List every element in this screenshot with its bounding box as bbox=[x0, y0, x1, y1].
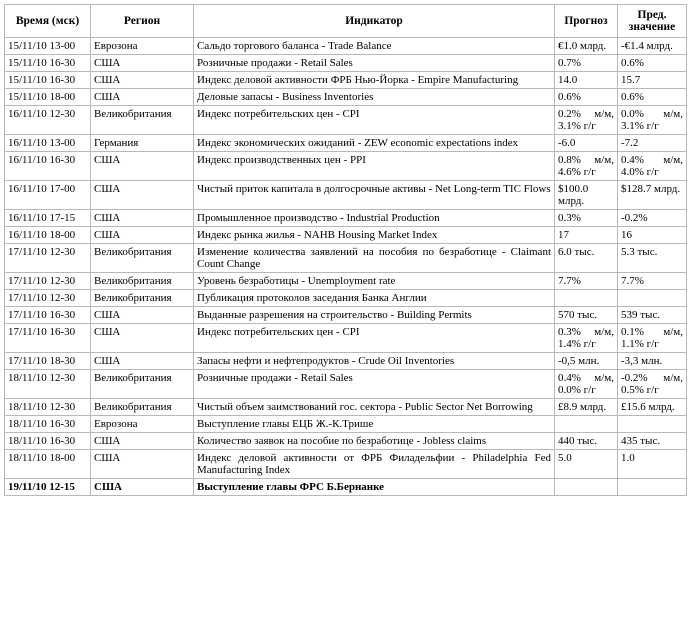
header-time: Время (мск) bbox=[5, 5, 91, 38]
cell-region: Великобритания bbox=[91, 290, 194, 307]
cell-previous: 435 тыс. bbox=[618, 433, 687, 450]
cell-indicator: Индекс рынка жилья - NAHB Housing Market Index bbox=[194, 227, 555, 244]
cell-time: 16/11/10 17-15 bbox=[5, 210, 91, 227]
cell-time: 15/11/10 18-00 bbox=[5, 89, 91, 106]
cell-previous: 1.0 bbox=[618, 450, 687, 479]
table-row bbox=[5, 399, 687, 416]
cell-forecast: 17 bbox=[555, 227, 618, 244]
cell-indicator: Выданные разрешения на строительство - Building Permits bbox=[194, 307, 555, 324]
cell-time: 16/11/10 13-00 bbox=[5, 135, 91, 152]
cell-indicator: Розничные продажи - Retail Sales bbox=[194, 55, 555, 72]
cell-region: Германия bbox=[91, 135, 194, 152]
cell-region: США bbox=[91, 307, 194, 324]
table-row bbox=[5, 135, 687, 152]
cell-time: 17/11/10 18-30 bbox=[5, 353, 91, 370]
cell-forecast: -0,5 млн. bbox=[555, 353, 618, 370]
table-row bbox=[5, 370, 687, 399]
cell-time: 18/11/10 18-00 bbox=[5, 450, 91, 479]
cell-previous: £15.6 млрд. bbox=[618, 399, 687, 416]
header-row bbox=[5, 5, 687, 38]
cell-time: 18/11/10 12-30 bbox=[5, 370, 91, 399]
table-row bbox=[5, 181, 687, 210]
cell-time: 16/11/10 12-30 bbox=[5, 106, 91, 135]
cell-previous: 0.6% bbox=[618, 55, 687, 72]
table-body bbox=[5, 38, 687, 496]
cell-time: 19/11/10 12-15 bbox=[5, 479, 91, 496]
cell-region: США bbox=[91, 55, 194, 72]
table-row bbox=[5, 227, 687, 244]
cell-previous: 0.1% м/м, 1.1% г/г bbox=[618, 324, 687, 353]
table-row bbox=[5, 72, 687, 89]
cell-region: США bbox=[91, 89, 194, 106]
cell-forecast: £8.9 млрд. bbox=[555, 399, 618, 416]
table-row bbox=[5, 307, 687, 324]
cell-time: 17/11/10 12-30 bbox=[5, 244, 91, 273]
cell-previous: 0.0% м/м, 3.1% г/г bbox=[618, 106, 687, 135]
cell-region: Великобритания bbox=[91, 244, 194, 273]
cell-forecast: -6.0 bbox=[555, 135, 618, 152]
header-previous: Пред. значение bbox=[618, 5, 687, 38]
cell-time: 18/11/10 16-30 bbox=[5, 416, 91, 433]
cell-time: 15/11/10 13-00 bbox=[5, 38, 91, 55]
cell-region: Великобритания bbox=[91, 370, 194, 399]
table-row bbox=[5, 290, 687, 307]
cell-region: США bbox=[91, 353, 194, 370]
cell-indicator: Индекс деловой активности от ФРБ Филадельфии - Philadelphia Fed Manufacturing Index bbox=[194, 450, 555, 479]
cell-region: США bbox=[91, 72, 194, 89]
cell-indicator: Сальдо торгового баланса - Trade Balance bbox=[194, 38, 555, 55]
cell-forecast bbox=[555, 290, 618, 307]
cell-previous bbox=[618, 416, 687, 433]
cell-time: 17/11/10 16-30 bbox=[5, 307, 91, 324]
cell-previous: 15.7 bbox=[618, 72, 687, 89]
cell-region: США bbox=[91, 152, 194, 181]
cell-forecast: $100.0 млрд. bbox=[555, 181, 618, 210]
cell-previous: 7.7% bbox=[618, 273, 687, 290]
cell-time: 15/11/10 16-30 bbox=[5, 55, 91, 72]
table-row bbox=[5, 324, 687, 353]
cell-forecast bbox=[555, 416, 618, 433]
cell-indicator: Индекс производственных цен - PPI bbox=[194, 152, 555, 181]
table-row bbox=[5, 273, 687, 290]
cell-forecast: 0.3% м/м, 1.4% г/г bbox=[555, 324, 618, 353]
cell-indicator: Индекс деловой активности ФРБ Нью-Йорка - Empire Manufacturing bbox=[194, 72, 555, 89]
cell-region: США bbox=[91, 181, 194, 210]
cell-forecast: 14.0 bbox=[555, 72, 618, 89]
cell-forecast: 0.4% м/м, 0.0% г/г bbox=[555, 370, 618, 399]
cell-region: Великобритания bbox=[91, 106, 194, 135]
cell-indicator: Чистый объем заимствований гос. сектора - Public Sector Net Borrowing bbox=[194, 399, 555, 416]
cell-indicator: Промышленное производство - Industrial Production bbox=[194, 210, 555, 227]
table-row bbox=[5, 55, 687, 72]
table-row bbox=[5, 210, 687, 227]
cell-region: США bbox=[91, 227, 194, 244]
cell-indicator: Розничные продажи - Retail Sales bbox=[194, 370, 555, 399]
cell-time: 16/11/10 16-30 bbox=[5, 152, 91, 181]
cell-previous bbox=[618, 479, 687, 496]
cell-previous: 0.6% bbox=[618, 89, 687, 106]
cell-indicator: Запасы нефти и нефтепродуктов - Crude Oil Inventories bbox=[194, 353, 555, 370]
cell-forecast: 0.3% bbox=[555, 210, 618, 227]
cell-region: Великобритания bbox=[91, 399, 194, 416]
cell-region: Великобритания bbox=[91, 273, 194, 290]
cell-region: США bbox=[91, 479, 194, 496]
table-row bbox=[5, 416, 687, 433]
cell-forecast: 570 тыс. bbox=[555, 307, 618, 324]
cell-time: 18/11/10 16-30 bbox=[5, 433, 91, 450]
cell-region: США bbox=[91, 433, 194, 450]
cell-time: 16/11/10 18-00 bbox=[5, 227, 91, 244]
cell-previous: -0.2% м/м, 0.5% г/г bbox=[618, 370, 687, 399]
header-region: Регион bbox=[91, 5, 194, 38]
cell-region: США bbox=[91, 450, 194, 479]
cell-indicator: Изменение количества заявлений на пособия по безработице - Claimant Count Change bbox=[194, 244, 555, 273]
cell-indicator: Индекс экономических ожиданий - ZEW economic expectations index bbox=[194, 135, 555, 152]
cell-indicator: Выступление главы ЕЦБ Ж.-К.Трише bbox=[194, 416, 555, 433]
table-row bbox=[5, 89, 687, 106]
table-row bbox=[5, 244, 687, 273]
cell-previous: -0.2% bbox=[618, 210, 687, 227]
cell-time: 15/11/10 16-30 bbox=[5, 72, 91, 89]
cell-region: Еврозона bbox=[91, 38, 194, 55]
cell-forecast: 0.8% м/м, 4.6% г/г bbox=[555, 152, 618, 181]
cell-indicator: Количество заявок на пособие по безработице - Jobless claims bbox=[194, 433, 555, 450]
cell-previous: $128.7 млрд. bbox=[618, 181, 687, 210]
cell-previous: 5.3 тыс. bbox=[618, 244, 687, 273]
cell-indicator: Уровень безработицы - Unemployment rate bbox=[194, 273, 555, 290]
cell-previous bbox=[618, 290, 687, 307]
table-row bbox=[5, 106, 687, 135]
cell-forecast: 5.0 bbox=[555, 450, 618, 479]
cell-region: США bbox=[91, 210, 194, 227]
cell-time: 17/11/10 16-30 bbox=[5, 324, 91, 353]
table-row bbox=[5, 479, 687, 496]
cell-previous: -€1.4 млрд. bbox=[618, 38, 687, 55]
table-row bbox=[5, 433, 687, 450]
cell-region: США bbox=[91, 324, 194, 353]
cell-time: 17/11/10 12-30 bbox=[5, 273, 91, 290]
cell-time: 17/11/10 12-30 bbox=[5, 290, 91, 307]
cell-forecast: 0.6% bbox=[555, 89, 618, 106]
cell-indicator: Чистый приток капитала в долгосрочные активы - Net Long-term TIC Flows bbox=[194, 181, 555, 210]
table-row bbox=[5, 38, 687, 55]
cell-forecast: 0.7% bbox=[555, 55, 618, 72]
cell-time: 18/11/10 12-30 bbox=[5, 399, 91, 416]
cell-indicator: Индекс потребительских цен - CPI bbox=[194, 106, 555, 135]
cell-indicator: Индекс потребительских цен - CPI bbox=[194, 324, 555, 353]
header-indicator: Индикатор bbox=[194, 5, 555, 38]
cell-time: 16/11/10 17-00 bbox=[5, 181, 91, 210]
header-forecast: Прогноз bbox=[555, 5, 618, 38]
table-row bbox=[5, 152, 687, 181]
cell-previous: 0.4% м/м, 4.0% г/г bbox=[618, 152, 687, 181]
cell-indicator: Выступление главы ФРС Б.Бернанке bbox=[194, 479, 555, 496]
cell-forecast: 0.2% м/м, 3.1% г/г bbox=[555, 106, 618, 135]
cell-previous: 16 bbox=[618, 227, 687, 244]
cell-forecast: 440 тыс. bbox=[555, 433, 618, 450]
cell-region: Еврозона bbox=[91, 416, 194, 433]
economic-calendar-table bbox=[4, 4, 687, 496]
cell-forecast: €1.0 млрд. bbox=[555, 38, 618, 55]
table-row bbox=[5, 450, 687, 479]
cell-indicator: Деловые запасы - Business Inventories bbox=[194, 89, 555, 106]
cell-previous: -3,3 млн. bbox=[618, 353, 687, 370]
cell-forecast: 7.7% bbox=[555, 273, 618, 290]
table-row bbox=[5, 353, 687, 370]
cell-forecast bbox=[555, 479, 618, 496]
cell-previous: -7.2 bbox=[618, 135, 687, 152]
cell-indicator: Публикация протоколов заседания Банка Англии bbox=[194, 290, 555, 307]
cell-previous: 539 тыс. bbox=[618, 307, 687, 324]
cell-forecast: 6.0 тыс. bbox=[555, 244, 618, 273]
